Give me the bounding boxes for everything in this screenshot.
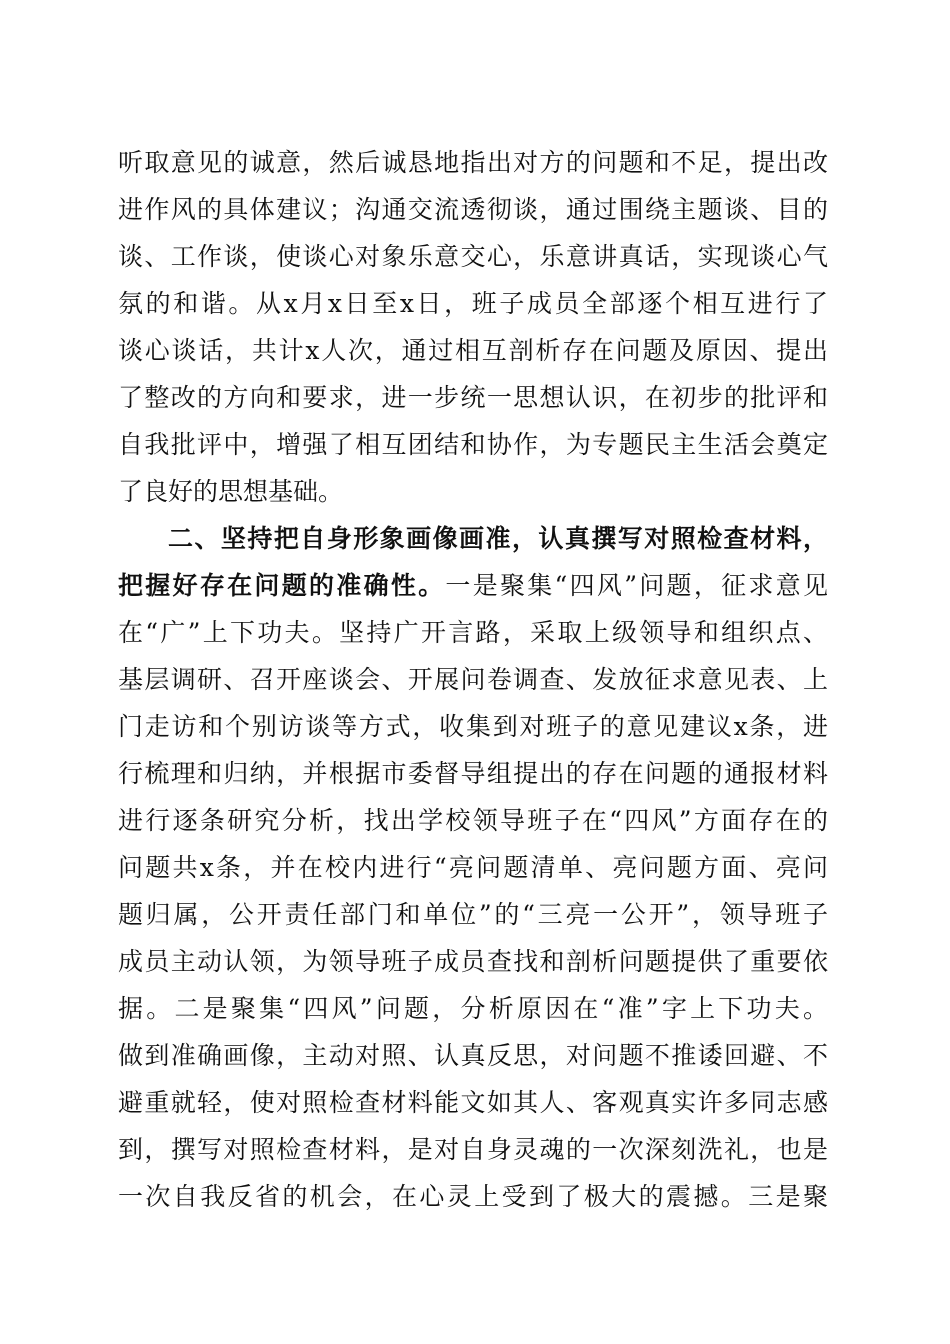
body-line: 听取意见的诚意，然后诚恳地指出对方的问题和不足，提出改 <box>118 148 828 177</box>
section-heading-rest: 一是聚集“四风”问题，征求意见 <box>445 571 828 600</box>
body-line: 一次自我反省的机会，在心灵上受到了极大的震撼。三是聚 <box>118 1182 828 1211</box>
body-line: 到，撰写对照检查材料，是对自身灵魂的一次深刻洗礼，也是 <box>118 1135 828 1164</box>
body-line: 在“广”上下功夫。坚持广开言路，采取上级领导和组织点、 <box>118 618 828 647</box>
body-line: 避重就轻，使对照检查材料能文如其人、客观真实许多同志感 <box>118 1088 828 1117</box>
body-line: 氛的和谐。从x月x日至x日，班子成员全部逐个相互进行了 <box>118 289 828 318</box>
body-line: 谈、工作谈，使谈心对象乐意交心，乐意讲真话，实现谈心气 <box>118 242 828 271</box>
section-heading-bold: 把握好存在问题的准确性。 <box>118 571 446 600</box>
body-line: 了良好的思想基础。 <box>118 477 344 506</box>
section-heading-continuation <box>118 566 828 606</box>
body-line: 进作风的具体建议；沟通交流透彻谈，通过围绕主题谈、目的 <box>118 195 828 224</box>
body-line: 做到准确画像，主动对照、认真反思，对问题不推诿回避、不 <box>118 1041 828 1070</box>
body-line: 成员主动认领，为领导班子成员查找和剖析问题提供了重要依 <box>118 947 828 976</box>
body-line: 门走访和个别访谈等方式，收集到对班子的意见建议x条，进 <box>118 712 828 741</box>
body-line: 题归属，公开责任部门和单位”的“三亮一公开”，领导班子 <box>118 900 828 929</box>
body-line: 基层调研、召开座谈会、开展问卷调查、发放征求意见表、上 <box>118 665 828 694</box>
body-line: 自我批评中，增强了相互团结和协作，为专题民主生活会奠定 <box>118 430 828 459</box>
body-line: 进行逐条研究分析，找出学校领导班子在“四风”方面存在的 <box>118 806 828 835</box>
body-line: 据。二是聚集“四风”问题，分析原因在“准”字上下功夫。 <box>118 994 828 1023</box>
body-line: 行梳理和归纳，并根据市委督导组提出的存在问题的通报材料 <box>118 759 828 788</box>
body-line: 问题共x条，并在校内进行“亮问题清单、亮问题方面、亮问 <box>118 853 828 882</box>
body-line: 谈心谈话，共计x人次，通过相互剖析存在问题及原因、提出 <box>118 336 828 365</box>
body-line: 了整改的方向和要求，进一步统一思想认识，在初步的批评和 <box>118 383 828 412</box>
section-heading: 二、坚持把自身形象画像画准，认真撰写对照检查材料， <box>168 524 828 553</box>
